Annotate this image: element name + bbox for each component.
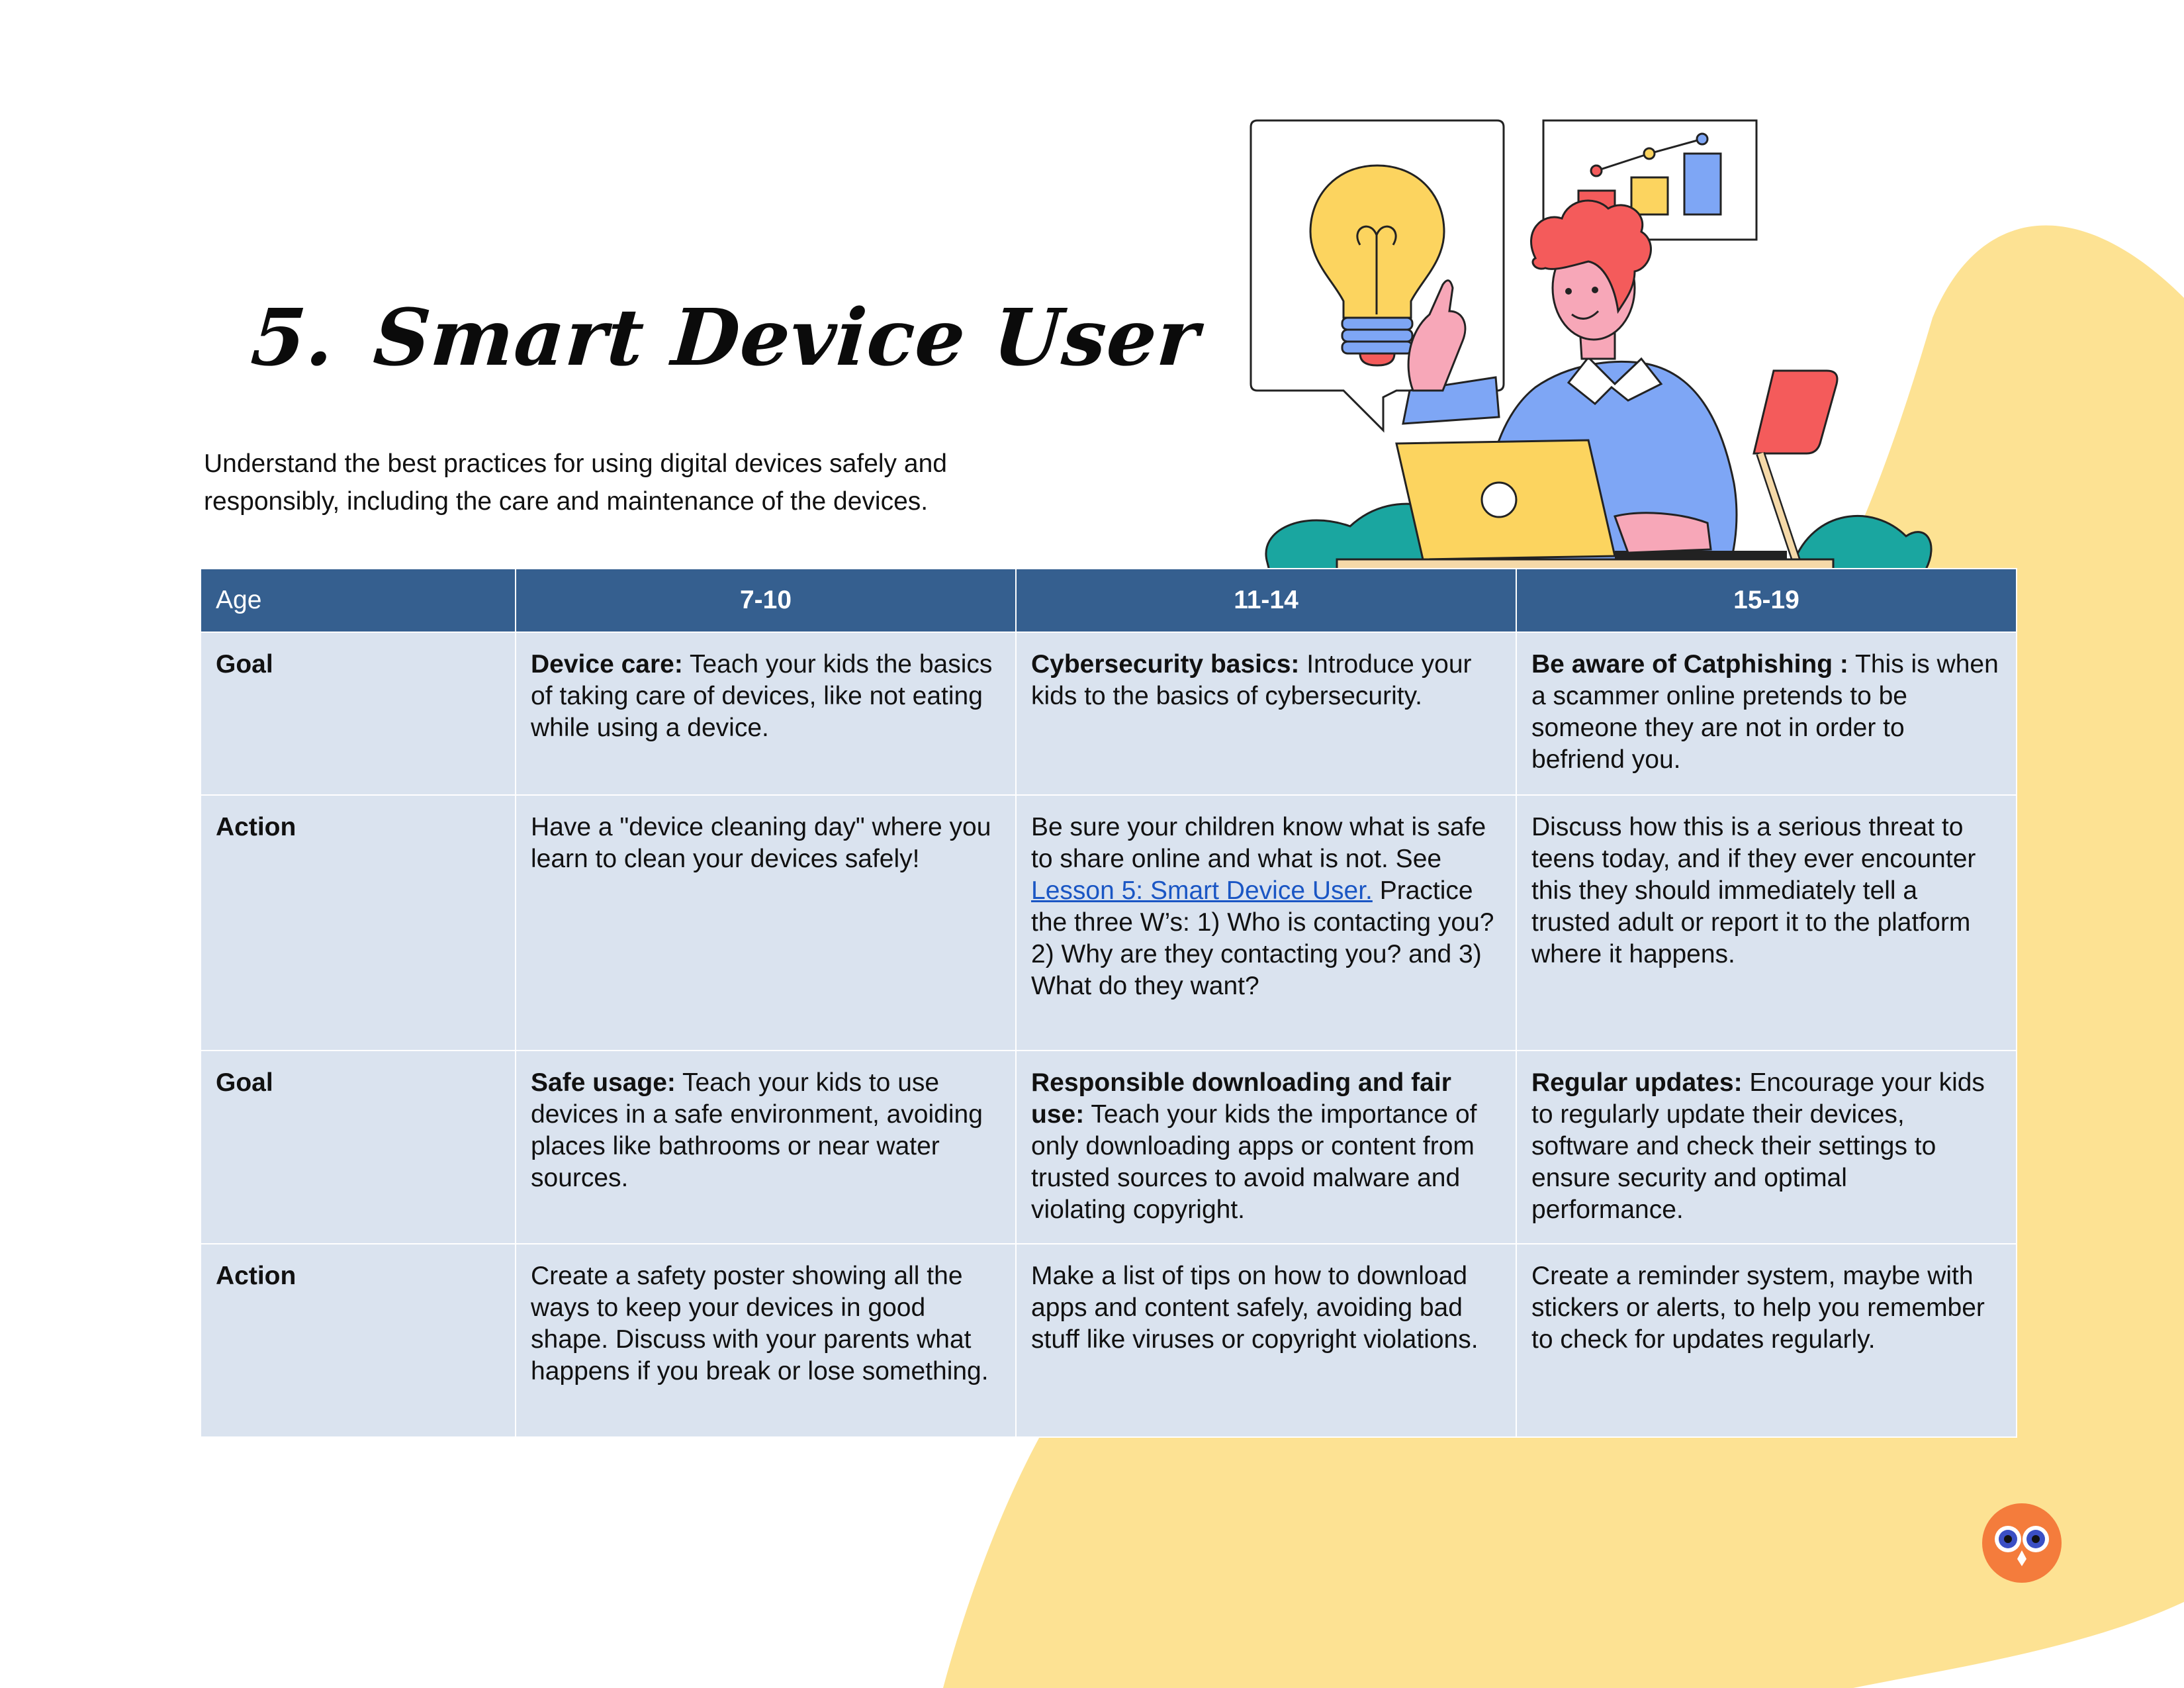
cell-text: Introduce your kids to the basics of cybersecurity. (1031, 650, 1472, 710)
cell-text: This is when a scammer online pretends to be someone they are not in order to befriend you. (1531, 650, 1999, 774)
cell-heading: Device care: (531, 650, 683, 679)
cell-heading: Regular updates: (1531, 1068, 1743, 1097)
cell-text: Make a list of tips on how to download apps and content safely, avoiding bad stuff like viruses or copyright violations. (1031, 1262, 1479, 1354)
table-cell (516, 632, 1016, 795)
table-cell (1016, 632, 1516, 795)
table-cell (1516, 795, 2017, 1051)
table-header-row (201, 569, 2017, 632)
intro-paragraph: Understand the best practices for using digital devices safely and responsibly, including the care and maintenance of the devices. (204, 449, 947, 516)
table-row (201, 1051, 2017, 1244)
person-with-laptop-illustration (1244, 113, 1952, 589)
page-title (248, 291, 1203, 383)
table-row (201, 632, 2017, 795)
header-age-7-10: 7-10 (516, 569, 1016, 632)
cell-text-after: Practice the three W’s: 1) Who is contacting you? 2) Why are they contacting you? and 3) What do they want? (1031, 876, 1494, 1000)
row-label: Action (201, 795, 516, 1051)
cell-text: Teach your kids to use devices in a safe environment, avoiding places like bathrooms or near water sources. (531, 1068, 983, 1192)
cell-text: Teach your kids the basics of taking care of devices, like not eating while using a device. (531, 650, 993, 742)
cell-heading: Responsible downloading and fair use: (1031, 1068, 1451, 1129)
table-cell (516, 1051, 1016, 1244)
table-row (201, 795, 2017, 1051)
header-age-11-14: 11-14 (1016, 569, 1516, 632)
cell-heading: Be aware of Catphishing : (1531, 650, 1848, 679)
cell-text: Encourage your kids to regularly update their devices, software and check their settings to ensure security and optimal performance. (1531, 1068, 1985, 1224)
cell-text: Teach your kids the importance of only downloading apps or content from trusted sources to avoid malware and violating copyright. (1031, 1100, 1477, 1224)
table-cell (516, 795, 1016, 1051)
section-number: 5. (248, 291, 338, 383)
table-cell (1016, 1244, 1516, 1437)
header-age-15-19: 15-19 (1516, 569, 2017, 632)
cell-text: Have a "device cleaning day" where you learn to clean your devices safely! (531, 813, 991, 873)
table-cell (1516, 1051, 2017, 1244)
table-cell (1016, 795, 1516, 1051)
cell-heading: Cybersecurity basics: (1031, 650, 1300, 679)
table-cell (1516, 1244, 2017, 1437)
cell-text: Be sure your children know what is safe to share online and what is not. See (1031, 813, 1486, 873)
guidance-table (200, 568, 2017, 1438)
lesson-5-link[interactable]: Lesson 5: Smart Device User. (1031, 876, 1373, 905)
title-text: Smart Device User (371, 291, 1203, 383)
cell-text: Create a reminder system, maybe with stickers or alerts, to help you remember to check for updates regularly. (1531, 1262, 1985, 1354)
cell-text: Discuss how this is a serious threat to teens today, and if they ever encounter this they should immediately tell a trusted adult or report it to the platform where it happens. (1531, 813, 1976, 968)
table-row (201, 1244, 2017, 1437)
header-age: Age (201, 569, 516, 632)
row-label: Goal (201, 1051, 516, 1244)
row-label: Goal (201, 632, 516, 795)
table-cell (1516, 632, 2017, 795)
owl-logo-icon (1981, 1503, 2062, 1583)
row-label: Action (201, 1244, 516, 1437)
table-cell (1016, 1051, 1516, 1244)
cell-heading: Safe usage: (531, 1068, 676, 1097)
cell-text: Create a safety poster showing all the ways to keep your devices in good shape. Discuss with your parents what happens if you break or lose something. (531, 1262, 989, 1385)
table-cell (516, 1244, 1016, 1437)
